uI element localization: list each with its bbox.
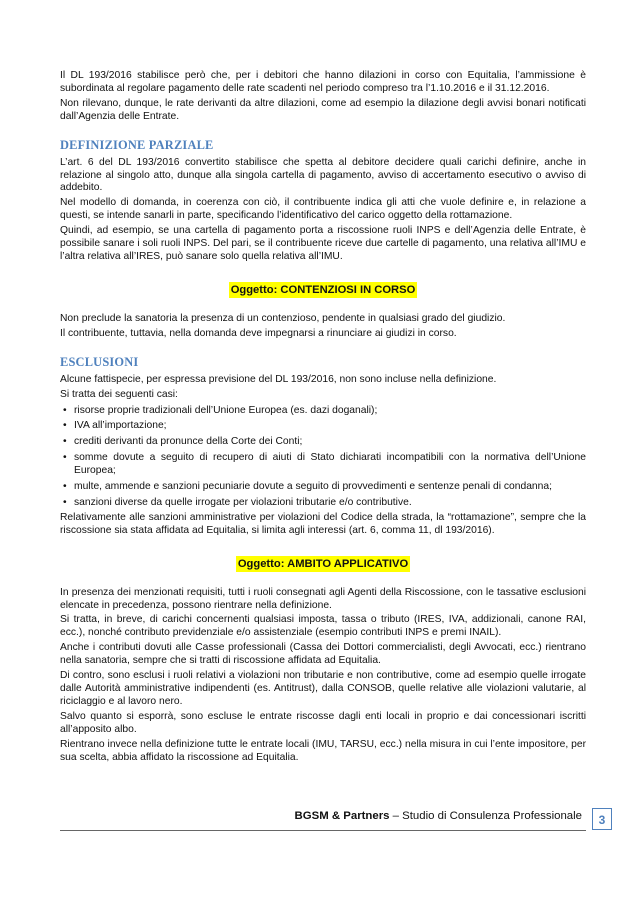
bullet-icon: • [63,496,67,508]
definizione-paragraph-3: Quindi, ad esempio, se una cartella di pagamento porta a riscossione ruoli INPS e dell’Agenzia delle Entrate, è possibile sanare i soli ruoli INPS. Del pari, se il contribuente riceve due cartelle di pagamento, una relativa all’IMU e l’altra relativa all’IRES, può sanare solo quella relativa all’IMU. [60,225,586,262]
section-heading-definizione-parziale: DEFINIZIONE PARZIALE [60,137,214,152]
list-item-text: multe, ammende e sanzioni pecuniarie dovute a seguito di provvedimenti e sentenze penali di condanna; [74,481,552,493]
oggetto-label: Oggetto [230,283,274,296]
footer-text [295,810,582,822]
oggetto-contenziosi-block [60,280,586,298]
ambito-paragraph-3: Anche i contributi dovuti alle Casse professionali (Cassa dei Dottori commercialisti, degli Avvocati, ecc.) rientrano nella sanatoria, sempre che si tratti di riscossione affidata ad Equitalia. [60,642,586,667]
oggetto-ambito-highlight [236,556,410,572]
section-heading-esclusioni: ESCLUSIONI [60,354,139,369]
ambito-paragraph-1: In presenza dei menzionati requisiti, tutti i ruoli consegnati agli Agenti della Riscossione, con le tassative esclusioni elencate in precedenza, possono rientrare nella definizione. [60,586,586,611]
intro-paragraph-1: Il DL 193/2016 stabilisce però che, per i debitori che hanno dilazioni in corso con Equitalia, l’ammissione è subordinata al regolare pagamento delle rate scadenti nel periodo compreso tra l’1.10.2016 e il 31.12.2016. [60,70,586,94]
page-number: 3 [592,808,612,830]
contenziosi-paragraph-2: Il contribuente, tuttavia, nella domanda deve impegnarsi a rinunciare ai giudizi in corso. [60,327,457,339]
list-item [60,497,586,510]
contenziosi-paragraph-1: Non preclude la sanatoria la presenza di un contenzioso, pendente in qualsiasi grado del giudizio. [60,312,506,324]
esclusioni-paragraph-2: Si tratta dei seguenti casi: [60,388,178,400]
oggetto-contenziosi-highlight [229,282,418,298]
document-page [60,70,586,764]
ambito-paragraph-6: Rientrano invece nella definizione tutte le entrate locali (IMU, TARSU, ecc.) nella misura in cui l’ente impositore, per sua scelta, abbia affidato la riscossione ad Equitalia. [60,738,586,763]
list-item [60,420,586,433]
list-item-text: somme dovute a seguito di recupero di aiuti di Stato dichiarati incompatibili con la normativa dell’Unione Europea; [74,452,586,477]
esclusioni-list [60,405,586,510]
ambito-paragraph-4: Di contro, sono esclusi i ruoli relativi a violazioni non tributarie e non contributive, come ad esempio quelle irrogate dalle Autorità amministrative indipendenti (es. Antitrust), dalla CONSOB, quelle relative alle violazioni valutarie, al riciclaggio e al lavoro nero. [60,670,586,707]
list-item [60,452,586,478]
oggetto-label: Oggetto [237,557,281,570]
bullet-icon: • [63,436,67,448]
definizione-paragraph-2: Nel modello di domanda, in coerenza con ciò, il contribuente indica gli atti che vuole definire e, in relazione a questi, se intende sanarli in parte, specificando l’identificativo del carico oggetto della rottamazione. [60,197,586,222]
list-item-text: crediti derivanti da pronunce della Corte dei Conti; [74,436,303,448]
list-item-text: IVA all’importazione; [74,420,167,432]
bullet-icon: • [63,404,67,416]
list-item-text: risorse proprie tradizionali dell’Unione Europea (es. dazi doganali); [74,404,378,416]
list-item [60,436,586,449]
footer-tagline: Studio di Consulenza Professionale [402,810,582,822]
esclusioni-paragraph-1: Alcune fattispecie, per espressa previsione del DL 193/2016, non sono incluse nella definizione. [60,373,497,385]
footer-firm-name: BGSM & Partners [294,810,390,822]
bullet-icon: • [63,420,67,432]
oggetto-ambito-title: : AMBITO APPLICATIVO [280,557,409,570]
intro-paragraph-2: Non rilevano, dunque, le rate derivanti da altre dilazioni, come ad esempio la dilazione degli avvisi bonari notificati dall’Agenzia delle Entrate. [60,97,586,122]
bullet-icon: • [63,452,67,464]
definizione-paragraph-1: L’art. 6 del DL 193/2016 convertito stabilisce che spetta al debitore decidere quali carichi definire, anche in relazione al singolo atto, dunque alla singola cartella di pagamento, avviso di accertamento esecutivo o avviso di addebito. [60,156,586,194]
oggetto-ambito-block [60,554,586,572]
footer-divider [60,830,586,831]
page-footer [60,808,586,832]
ambito-paragraph-5: Salvo quanto si esporrà, sono escluse le entrate riscosse dagli enti locali in proprio e dai concessionari iscritti all’apposito albo. [60,710,586,735]
ambito-paragraph-2: Si tratta, in breve, di carichi concernenti qualsiasi imposta, tassa o tributo (IRES, IVA, addizionali, canone RAI, ecc.), nonché contributo previdenziale e/o assistenziale (esempio contributi INPS e premi INAIL). [60,614,586,639]
list-item [60,481,586,494]
oggetto-contenziosi-title: : CONTENZIOSI IN CORSO [273,283,416,296]
footer-separator: – [389,810,403,822]
bullet-icon: • [63,481,67,493]
list-item-text: sanzioni diverse da quelle irrogate per violazioni tributarie e/o contributive. [74,496,412,508]
list-item [60,405,586,418]
esclusioni-closing-paragraph: Relativamente alle sanzioni amministrative per violazioni del Codice della strada, la “rottamazione”, sempre che la riscossione sia stata affidata ad Equitalia, si limita agli interessi (art. 6, comma 11, dl 193/2016). [60,511,586,536]
